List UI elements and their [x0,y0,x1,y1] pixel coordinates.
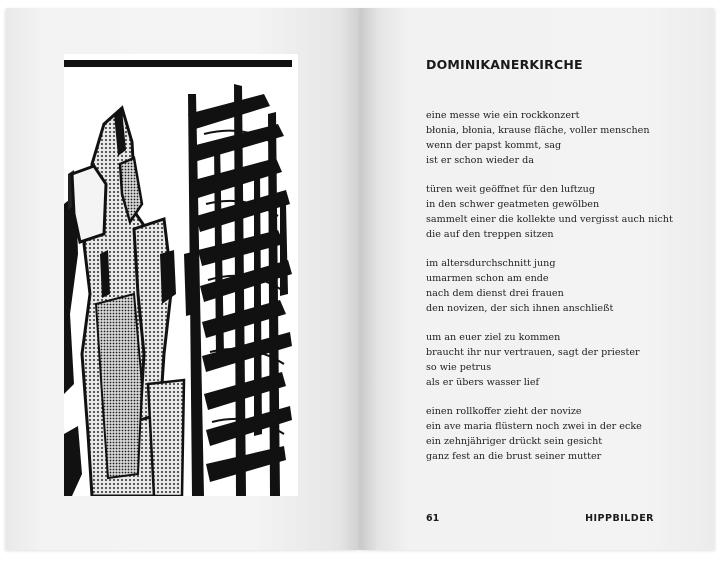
poem-line: ist er schon wieder da [426,155,534,166]
poem-line: die auf den treppen sitzen [426,229,554,240]
stanza [426,404,673,464]
poem-line: so wie petrus [426,362,492,373]
poem-line: eine messe wie ein rockkonzert [426,110,580,121]
poem-line: als er übers wasser lief [426,377,540,388]
running-footer: HIPPBILDER [585,513,654,524]
poem-line: den novizen, der sich ihnen anschließt [426,303,614,314]
left-page [6,8,360,550]
stanza [426,256,673,316]
poem-line: błonia, błonia, krause fläche, voller menschen [426,125,650,136]
poem-line: ein ave maria flüstern noch zwei in der ecke [426,421,642,432]
poem-title: DOMINIKANERKIRCHE [426,57,583,72]
stanza [426,182,673,242]
poem-line: türen weit geöffnet für den luftzug [426,184,596,195]
poem-line: in den schwer geatmeten gewölben [426,199,600,210]
poem-line: nach dem dienst drei frauen [426,288,564,299]
poem-body [426,108,673,478]
poem-line: ganz fest an die brust seiner mutter [426,451,602,462]
poem-line: wenn der papst kommt, sag [426,140,562,151]
stanza [426,330,673,390]
page-number: 61 [426,513,440,524]
poem-line: einen rollkoffer zieht der novize [426,406,582,417]
poem-line: ein zehnjähriger drückt sein gesicht [426,436,603,447]
collage-artwork-image [64,54,298,496]
poem-line: im altersdurchschnitt jung [426,258,556,269]
stanza [426,108,673,168]
poem-line: braucht ihr nur vertrauen, sagt der priester [426,347,640,358]
poem-line: sammelt einer die kollekte und vergisst auch nicht [426,214,673,225]
right-page [360,8,714,550]
illustration [64,54,298,496]
poem-line: umarmen schon am ende [426,273,549,284]
poem-line: um an euer ziel zu kommen [426,332,561,343]
